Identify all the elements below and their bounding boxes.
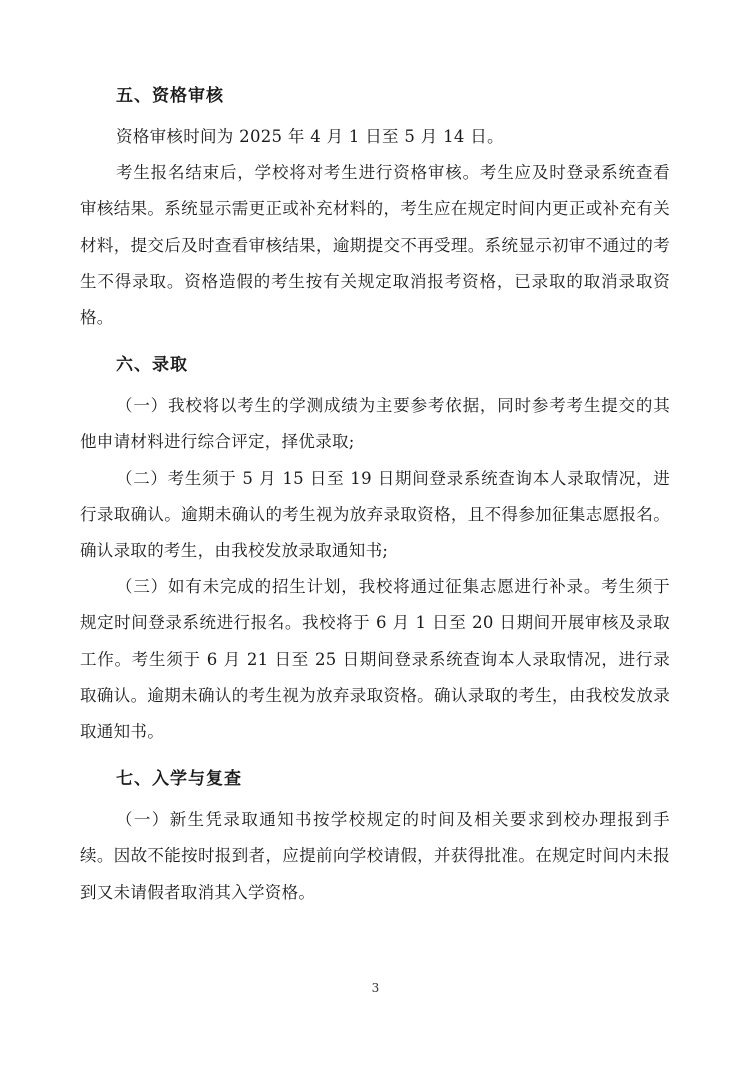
paragraph: （一）新生凭录取通知书按学校规定的时间及相关要求到校办理报到手续。因故不能按时报到者，应提前向学校请假，并获得批准。在规定时间内未报到又未请假者取消其入学资格。 (80, 810, 670, 902)
page-number: 3 (371, 981, 380, 995)
paragraph: （一）我校将以考生的学测成绩为主要参考依据，同时参考考生提交的其他申请材料进行综合评定，择优录取; (80, 396, 670, 452)
section-enrollment-review (80, 766, 670, 911)
section-heading: 五、资格审核 (116, 86, 224, 106)
paragraph: 考生报名结束后，学校将对考生进行资格审核。考生应及时登录系统查看审核结果。系统显示需更正或补充材料的，考生应在规定时间内更正或补充有关材料，提交后及时查看审核结果，逾期提交不再受理。系统显示初审不通过的考生不得录取。资格造假的考生按有关规定取消报考资格，已录取的取消录取资格。 (80, 163, 670, 328)
paragraph: （三）如有未完成的招生计划，我校将通过征集志愿进行补录。考生须于规定时间登录系统进行报名。我校将于 6 月 1 日至 20 日期间开展审核及录取工作。考生须于 6 月 21 日至 25 日期间登录系统查询本人录取情况，进行录取确认。逾期未确认的考生视为放弃录取资格。确认录取的考生，由我校发放录取通知书。 (80, 577, 670, 742)
document-body (80, 83, 670, 911)
paragraph: （二）考生须于 5 月 15 日至 19 日期间登录系统查询本人录取情况，进行录取确认。逾期未确认的考生视为放弃录取资格，且不得参加征集志愿报名。确认录取的考生，由我校发放录取通知书; (80, 468, 670, 561)
section-admission (80, 352, 670, 750)
section-heading: 七、入学与复查 (116, 769, 242, 790)
section-heading: 六、录取 (116, 355, 188, 376)
paragraph: 资格审核时间为 2025 年 4 月 1 日至 5 月 14 日。 (116, 127, 504, 146)
section-qualification-review (80, 83, 670, 336)
